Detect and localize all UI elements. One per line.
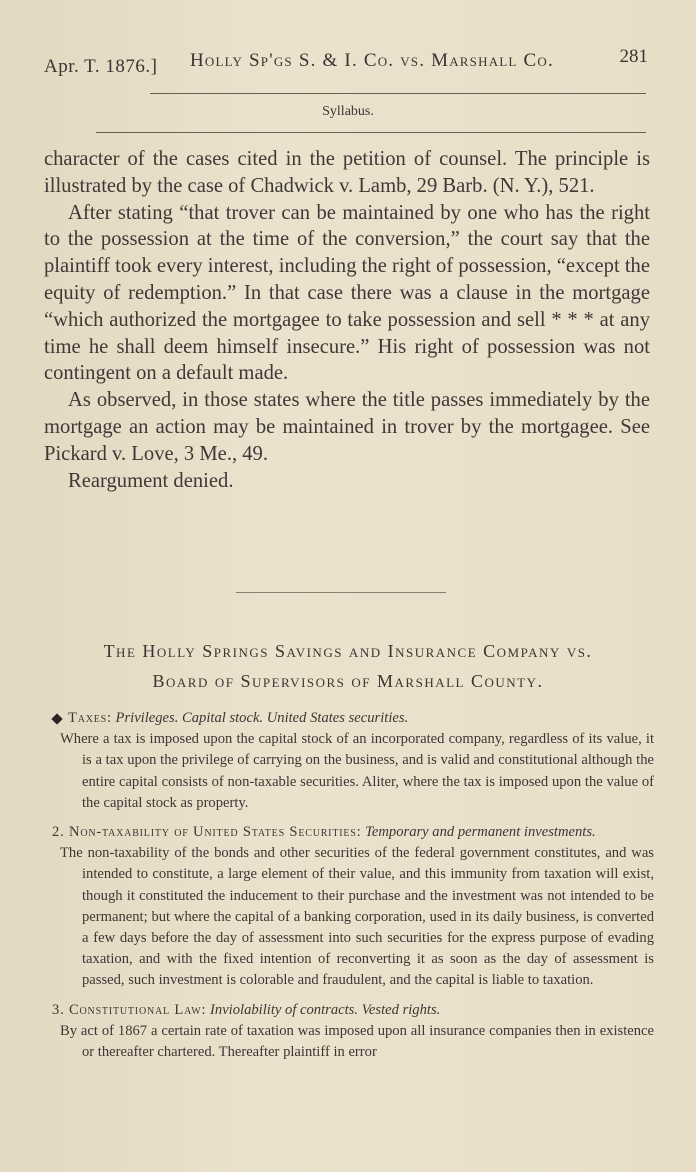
- case-title-line-2: Board of Supervisors of Marshall County.: [152, 671, 544, 691]
- headnote-1-heading: Taxes: Privileges. Capital stock. United States securities.: [46, 708, 654, 729]
- opinion-text: [44, 146, 650, 494]
- case-title-line-1: The Holly Springs Savings and Insurance Company vs.: [103, 641, 593, 661]
- disposition: Reargument denied.: [68, 469, 234, 492]
- section-rule: [96, 132, 646, 133]
- headnote-marker-icon: [51, 713, 62, 724]
- header-rule: [150, 93, 646, 94]
- case-title: [0, 636, 696, 696]
- headnote-3-text: By act of 1867 a certain rate of taxation was imposed upon all insurance companies then in existence or thereafter chartered. Thereafter plaintiff in error: [60, 1022, 654, 1061]
- headnote-2-heading: 2. Non-taxability of United States Securities: Temporary and permanent investments.: [52, 824, 596, 841]
- running-header: [44, 46, 648, 80]
- headnote-1-text: Where a tax is imposed upon the capital stock of an incorporated company, regardless of its value, it is a tax upon the privilege of carrying on the business, and is valid and constitutional although the entire capital consists of non-taxable securities. Aliter, where the tax is imposed upon the value of the capital stock as property.: [60, 731, 654, 811]
- opinion-paragraph-2: After stating “that trover can be maintained by one who has the right to the possession at the time of the conversion,” the court say that the plaintiff took every interest, including the right of possession, “except the equity of redemption.” In that case there was a clause in the mortgage “which authorized the mortgagee to take possession and sell * * * at any time he shall deem himself insecure.” His right of possession was not contingent on a default made.: [44, 201, 650, 385]
- header-term: Apr. T. 1876.]: [44, 56, 158, 77]
- page-number: 281: [619, 46, 648, 67]
- header-case-name: Holly Sp'gs S. & I. Co. vs. Marshall Co.: [190, 50, 554, 71]
- separator-rule: [236, 592, 446, 593]
- headnote-3-heading: 3. Constitutional Law: Inviolability of contracts. Vested rights.: [52, 1001, 441, 1018]
- opinion-paragraph-3: As observed, in those states where the title passes immediately by the mortgage an action may be maintained in trover by the mortgagee. See Pickard v. Love, 3 Me., 49.: [44, 389, 650, 465]
- syllabus: [46, 708, 654, 1063]
- section-label: Syllabus.: [322, 104, 374, 119]
- opinion-paragraph-1: character of the cases cited in the petition of counsel. The principle is illustrated by the case of Chadwick v. Lamb, 29 Barb. (N. Y.), 521.: [44, 148, 650, 197]
- headnote-2-text: The non-taxability of the bonds and other securities of the federal government constitutes, and was intended to constitute, a large element of their value, and this immunity from taxation will exist, though it constituted the inducement to their purchase and the investment was not intended to be permanent; but where the capital of a banking corporation, used in its daily business, is converted a few days before the day of assessment into such securities for the express purpose of evading taxation, and with the fixed intention of reconverting it as soon as the day of assessment is passed, such investment is colorable and fraudulent, and the capital is liable to taxation.: [60, 845, 654, 989]
